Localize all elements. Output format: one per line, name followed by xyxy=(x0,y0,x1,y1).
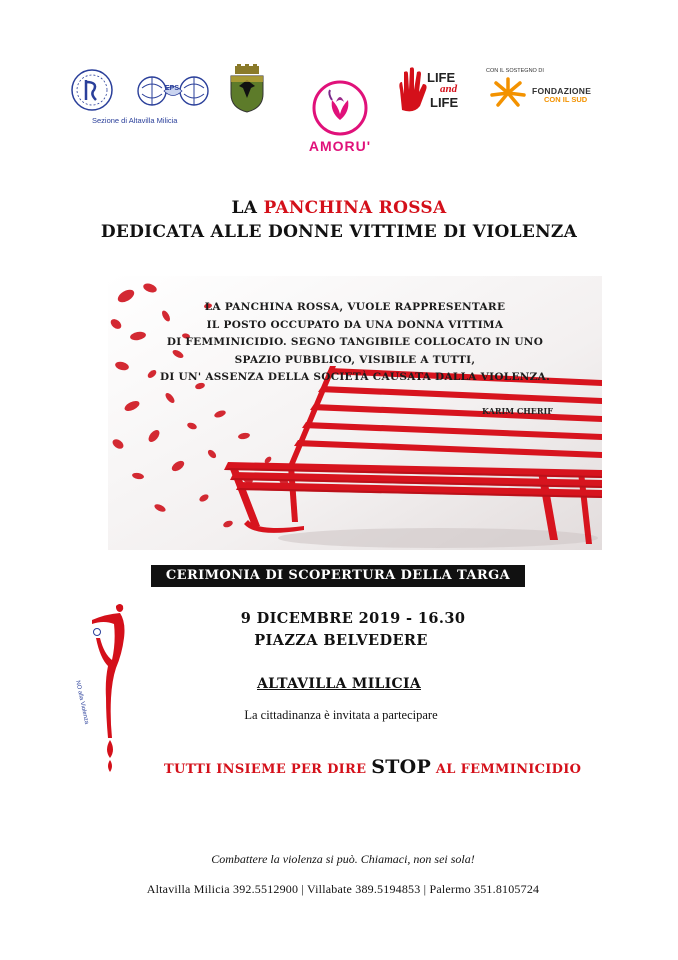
quote-line: IL POSTO OCCUPATO DA UNA DONNA VITTIMA xyxy=(206,318,504,331)
life-line1: LIFE xyxy=(427,70,456,85)
quote-line: SPAZIO PUBBLICO, VISIBILE A TUTTI, xyxy=(234,353,476,366)
ceremony-banner: CERIMONIA DI SCOPERTURA DELLA TARGA xyxy=(151,565,525,587)
title-prefix: LA xyxy=(231,198,264,218)
life-line2: LIFE xyxy=(430,95,459,110)
title-line1 xyxy=(0,198,678,218)
fondazione-line1: FONDAZIONE xyxy=(532,86,592,96)
slogan xyxy=(164,756,624,778)
fondazione-line2: CON IL SUD xyxy=(544,95,588,104)
logo-fidapa xyxy=(136,70,210,112)
quote-line: DI UN' ASSENZA DELLA SOCIETÀ CAUSATA DALLA VIOLENZA. xyxy=(159,371,551,383)
footer-phone-numbers: Altavilla Milicia 392.5512900 | Villabate 389.5194853 | Palermo 351.8105724 xyxy=(146,882,540,896)
event-datetime: 9 DICEMBRE 2019 - 16.30 xyxy=(240,610,466,627)
life-and: and xyxy=(440,83,458,95)
slogan-part1: TUTTI INSIEME PER DIRE xyxy=(164,762,367,777)
quote-line: LA PANCHINA ROSSA, VUOLE RAPPRESENTARE xyxy=(204,301,506,313)
no-violenza-text: NO alla Violenza xyxy=(74,680,90,725)
slogan-stop: STOP xyxy=(371,756,432,778)
quote-author: KARIM CHERIF xyxy=(482,406,553,416)
title-highlight: PANCHINA ROSSA xyxy=(263,198,447,218)
section-caption: Sezione di Altavilla Milicia xyxy=(92,116,178,125)
logo-coat-of-arms xyxy=(227,64,267,114)
logo-life-and-life xyxy=(396,66,476,116)
fondazione-small-caption: CON IL SOSTEGNO DI xyxy=(486,68,544,74)
event-invite: La cittadinanza è invitata a partecipare xyxy=(244,708,438,722)
quote-line: DI FEMMINICIDIO. SEGNO TANGIBILE COLLOCATO IN UNO xyxy=(166,336,544,348)
event-town: ALTAVILLA MILICIA xyxy=(257,676,421,692)
title-line2: DEDICATA ALLE DONNE VITTIME DI VIOLENZA xyxy=(100,222,578,242)
logo-amoru xyxy=(300,78,380,158)
logo-fondazione-con-il-sud xyxy=(486,68,611,108)
slogan-part2: AL FEMMINICIDIO xyxy=(435,762,582,777)
fidapa-letters: EPS xyxy=(165,85,180,92)
footer-helpline-message: Combattere la violenza si può. Chiamaci, non sei sola! xyxy=(211,852,475,866)
logo-associazione xyxy=(70,68,114,112)
quote-text xyxy=(108,299,602,387)
event-place: PIAZZA BELVEDERE xyxy=(254,632,428,649)
amoru-text: AMORU' xyxy=(308,138,372,154)
